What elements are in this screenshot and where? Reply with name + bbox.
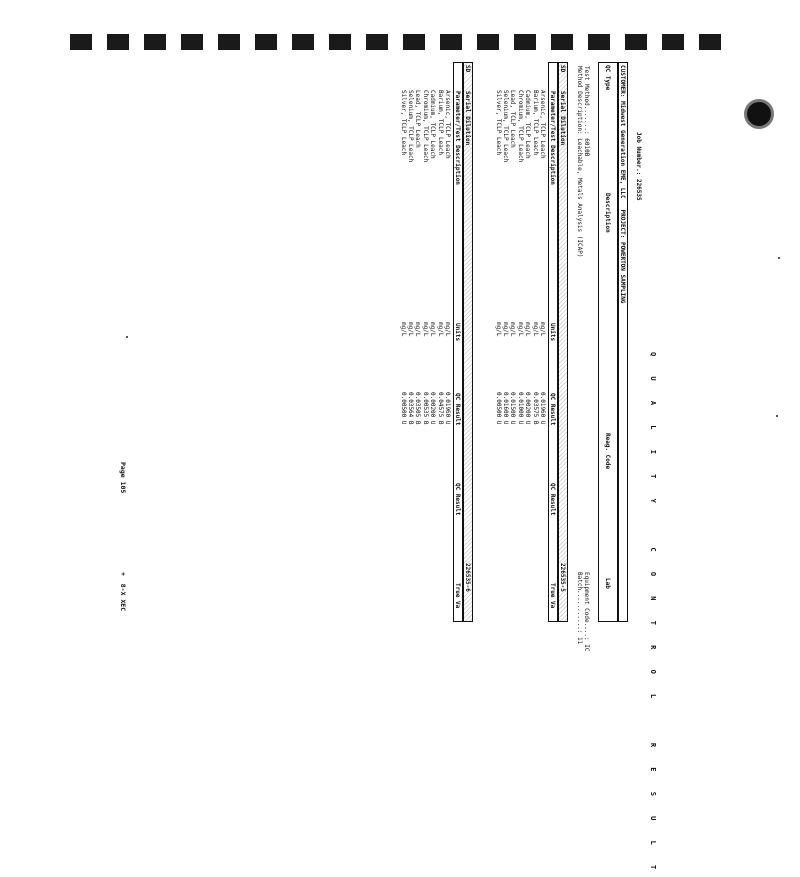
scan-speck [778,257,780,259]
table-row-units: mg/L [421,322,429,337]
table-row-param: Chromium, TCLP Leach [421,90,429,163]
table-row-param: Lead, TCLP Leach [414,90,422,148]
table-row-result: 0.01500 U [509,392,517,425]
section1-columns [548,62,558,622]
qc-result2-col: QC Result [549,483,556,516]
table-row-result: 0.03575 B [531,392,539,425]
table-row-units: mg/L [502,322,509,337]
binder-hole-icon [744,99,774,129]
customer-box [618,62,628,622]
true-value-col: True Va [549,583,556,609]
table-row-units: mg/L [494,322,502,337]
table-row-param: Selenium, TCLP Leach [502,90,509,163]
table-row-param: Selenium, TCLP Leach [407,90,414,163]
rotated-report-page [119,62,658,877]
table-row-result: 0.03505 B [414,392,422,425]
section1-tag: SD [559,65,566,73]
perforation-strip [70,34,730,52]
true-value-col: True Va [454,583,461,609]
qc-result-col: QC Result [454,393,461,426]
table-row-units: mg/L [531,322,539,337]
qc-result-col: QC Result [549,393,556,426]
section2-header [463,62,473,622]
table-row-result: 0.03564 B [407,392,414,425]
batch: Batch...........: 11 [576,572,583,645]
table-row-param: Barium, TCLP Leach [531,90,539,156]
units-col: Units [549,323,556,342]
header-box [598,62,618,622]
customer-line: CUSTOMER: Midwest Generation EME, LLC PROJECT: POWERTON SAMPLING [619,65,626,304]
reag-code-header: Reag. Code [604,433,611,470]
table-row-result: 0.01960 U [539,392,546,425]
page-number: Page 105 [119,462,127,494]
table-row-units: mg/L [524,322,532,337]
table-row-result: 0.04575 B [436,392,444,425]
method-description: Method Description: Leachable, Metals Analysis (ICAP) [576,66,583,258]
section1-sample: 226535-5 [559,563,566,592]
table-row-units: mg/L [516,322,524,337]
section2-rows [395,62,451,622]
table-row-units: mg/L [444,322,451,337]
table-row-units: mg/L [399,322,407,337]
section2-columns [453,62,463,622]
description-header: Description [604,193,611,233]
qc-type-header: QC Type [604,65,611,91]
scan-speck [126,336,128,338]
report-title: Q U A L I T Y C O N T R O L R E S U L T [649,352,657,877]
table-row-result: 0.00200 U [524,392,532,425]
table-row-units: mg/L [407,322,414,337]
table-row-units: mg/L [436,322,444,337]
table-row-param: Silver, TCLP Leach [494,90,502,156]
param-col: Parameter/Test Description [454,91,461,185]
table-row-param: Silver, TCLP Leach [399,90,407,156]
lab-header: Lab [604,578,611,589]
table-row-units: mg/L [509,322,517,337]
section1-title: Serial Dilution [559,91,566,146]
table-row-units: mg/L [429,322,437,337]
table-row-param: Arsenic, TCLP Leach [539,90,546,159]
table-row-units: mg/L [414,322,422,337]
table-row-result: 0.00535 B [421,392,429,425]
table-row-result: 0.00500 U [494,392,502,425]
section2-title: Serial Dilution [464,91,471,146]
table-row-result: 0.00200 U [429,392,437,425]
qc-result2-col: QC Result [454,483,461,516]
section1-header [558,62,568,622]
footer-code: + 8-X XEC [119,572,127,612]
table-row-param: Barium, TCLP Leach [436,90,444,156]
section2-sample: 226535-6 [464,563,471,592]
table-row-param: Cadmium, TCLP Leach [429,90,437,159]
table-row-result: 0.01000 U [516,392,524,425]
test-method: Test Method.......: 6010B [583,66,590,157]
section2-tag: SD [464,65,471,73]
param-col: Parameter/Test Description [549,91,556,185]
table-row-param: Lead, TCLP Leach [509,90,517,148]
table-row-param: Cadmium, TCLP Leach [524,90,532,159]
units-col: Units [454,323,461,342]
equipment-code: Equipment Code....: IC [583,572,590,652]
section1-rows [490,62,546,622]
table-row-result: 0.01960 U [444,392,451,425]
scan-speck [776,415,778,417]
table-row-param: Arsenic, TCLP Leach [444,90,451,159]
table-row-units: mg/L [539,322,546,337]
job-number: Job Number.: 226535 [635,132,642,201]
table-row-result: 0.00500 U [399,392,407,425]
table-row-result: 0.01600 U [502,392,509,425]
table-row-param: Chromium, TCLP Leach [516,90,524,163]
